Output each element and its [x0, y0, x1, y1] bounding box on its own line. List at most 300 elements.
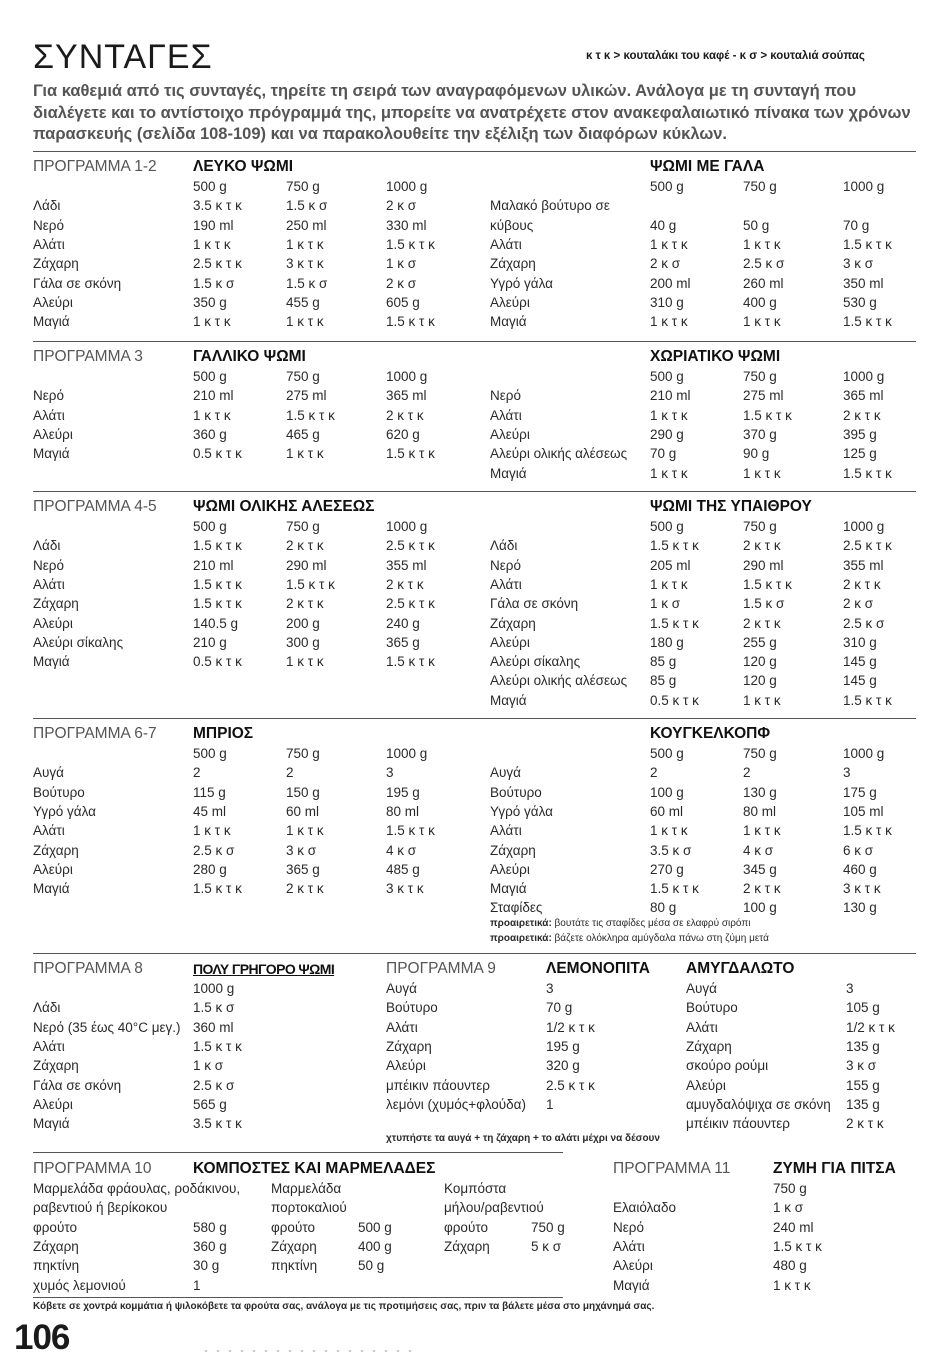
ingredient-amount: 750 g	[773, 1181, 807, 1196]
ingredient-name: Υγρό γάλα	[33, 803, 96, 819]
ingredient-amount: 2.5 κ τ κ	[843, 538, 892, 554]
ingredient-name: Αλάτι	[490, 236, 522, 252]
ingredient-amount: 1.5 κ τ κ	[386, 446, 435, 462]
ingredient-amount: 1/2 κ τ κ	[846, 1019, 895, 1035]
ingredient-amount: 1 κ τ κ	[650, 823, 688, 839]
recipe-title: ΖΥΜΗ ΓΙΑ ΠΙΤΣΑ	[773, 1160, 896, 1177]
ingredient-amount: 750 g	[286, 519, 320, 534]
ingredient-amount: 210 ml	[193, 557, 234, 573]
ingredient-amount: 1.5 κ τ κ	[193, 576, 242, 592]
ingredient-amount: 80 ml	[743, 803, 777, 819]
ingredient-amount: 105 ml	[843, 803, 884, 819]
ingredient-amount: 310 g	[650, 294, 684, 310]
ingredient-amount: 1.5 κ τ κ	[386, 314, 435, 330]
ingredient-name: Αλεύρι σίκαλης	[33, 634, 124, 650]
ingredient-amount: 2	[650, 765, 658, 781]
ingredient-amount: 0.5 κ τ κ	[193, 446, 242, 462]
ingredient-name: Ζάχαρη	[386, 1038, 432, 1054]
recipe-title: ΨΩΜΙ ΟΛΙΚΗΣ ΑΛΕΣΕΩΣ	[193, 498, 375, 515]
ingredient-amount: 0.5 κ τ κ	[650, 692, 699, 708]
ingredient-amount: 1 κ σ	[773, 1200, 804, 1216]
ingredient-amount: 1 κ τ κ	[650, 407, 688, 423]
ingredient-amount: 80 g	[650, 900, 677, 916]
footer-dots	[200, 1348, 420, 1354]
ingredient-name: Αλάτι	[386, 1019, 418, 1035]
ingredient-name: Αλάτι	[686, 1019, 718, 1035]
ingredient-amount: 270 g	[650, 861, 684, 877]
ingredient-amount: 1	[193, 1277, 201, 1293]
ingredient-amount: 130 g	[843, 900, 877, 916]
ingredient-amount: 2.5 κ σ	[843, 615, 885, 631]
program-heading: ΠΡΟΓΡΑΜΜΑ 6-7	[33, 725, 157, 742]
ingredient-name: Λάδι	[490, 538, 518, 554]
ingredient-amount: 6 κ σ	[843, 842, 874, 858]
ingredient-amount: 45 ml	[193, 803, 227, 819]
ingredient-amount: 200 g	[286, 615, 320, 631]
ingredient-amount: 1 κ σ	[386, 256, 417, 272]
ingredient-amount: 2 κ τ κ	[843, 407, 881, 423]
program-heading: ΠΡΟΓΡΑΜΜΑ 11	[613, 1160, 731, 1177]
ingredient-amount: 1000 g	[843, 746, 885, 761]
ingredient-amount: 130 g	[743, 784, 777, 800]
ingredient-amount: 1.5 κ τ κ	[193, 881, 242, 897]
ingredient-amount: 135 g	[846, 1096, 880, 1112]
ingredient-amount: 190 ml	[193, 217, 234, 233]
ingredient-amount: 100 g	[650, 784, 684, 800]
ingredient-amount: 2.5 κ τ κ	[193, 256, 242, 272]
recipe-title: ΛΕΥΚΟ ΨΩΜΙ	[193, 158, 294, 175]
ingredient-amount: 1.5 κ σ	[193, 1000, 235, 1016]
ingredient-amount: 370 g	[743, 426, 777, 442]
ingredient-amount: 145 g	[843, 673, 877, 689]
ingredient-name: Λάδι	[33, 538, 61, 554]
ingredient-name: Βούτυρο	[33, 784, 85, 800]
ingredient-name: Βούτυρο	[490, 784, 542, 800]
ingredient-amount: 290 ml	[743, 557, 784, 573]
ingredient-name: Μαγιά	[490, 314, 527, 330]
ingredient-name: Ζάχαρη	[490, 615, 536, 631]
ingredient-name: Νερό (35 έως 40°C μεγ.)	[33, 1019, 181, 1035]
ingredient-amount: 2 κ τ κ	[286, 881, 324, 897]
ingredient-amount: 3 κ τ κ	[843, 881, 881, 897]
ingredient-name: λεμόνι (χυμός+φλούδα)	[386, 1096, 526, 1112]
ingredient-amount: 1 κ τ κ	[286, 654, 324, 670]
recipe-title: ΠΟΛΥ ΓΡΗΓΟΡΟ ΨΩΜΙ	[193, 961, 335, 977]
ingredient-name: Νερό	[490, 557, 521, 573]
ingredient-amount: 195 g	[386, 784, 420, 800]
ingredient-amount: 1.5 κ τ κ	[743, 576, 792, 592]
ingredient-amount: 530 g	[843, 294, 877, 310]
ingredient-name: Αλάτι	[33, 236, 65, 252]
recipe-title: ΨΩΜΙ ΜΕ ΓΑΛΑ	[650, 158, 765, 175]
ingredient-name: πορτοκαλιού	[271, 1200, 347, 1216]
ingredient-amount: 140.5 g	[193, 615, 239, 631]
ingredient-amount: 290 ml	[286, 557, 327, 573]
ingredient-name: Σταφίδες	[490, 900, 543, 916]
recipe-note	[490, 933, 769, 944]
ingredient-amount: 205 ml	[650, 557, 691, 573]
ingredient-name: Αλάτι	[33, 576, 65, 592]
ingredient-name: Γάλα σε σκόνη	[33, 1077, 122, 1093]
ingredient-name: Ελαιόλαδο	[613, 1200, 676, 1216]
ingredient-amount: 200 ml	[650, 275, 691, 291]
page-title: ΣΥΝΤΑΓΕΣ	[33, 38, 213, 76]
ingredient-amount: 1 κ τ κ	[743, 465, 781, 481]
ingredient-amount: 2 κ τ κ	[386, 407, 424, 423]
ingredient-amount: 50 g	[358, 1258, 385, 1274]
ingredient-amount: 1000 g	[386, 519, 428, 534]
ingredient-amount: 30 g	[193, 1258, 220, 1274]
ingredient-amount: 620 g	[386, 426, 420, 442]
ingredient-name: Μαγιά	[490, 881, 527, 897]
ingredient-amount: 400 g	[743, 294, 777, 310]
ingredient-name: ραβεντιού ή βερίκοκου	[33, 1200, 168, 1216]
ingredient-amount: 1 κ τ κ	[743, 823, 781, 839]
ingredient-amount: 50 g	[743, 217, 770, 233]
ingredient-amount: 2 κ σ	[386, 198, 417, 214]
ingredient-name: Αλεύρι	[490, 426, 530, 442]
ingredient-name: Ζάχαρη	[271, 1238, 317, 1254]
ingredient-amount: 1.5 κ τ κ	[193, 596, 242, 612]
ingredient-name: Ζάχαρη	[444, 1238, 490, 1254]
rule-program-10-bottom	[33, 1297, 563, 1298]
ingredient-name: Νερό	[613, 1219, 644, 1235]
ingredient-amount: 365 g	[386, 634, 420, 650]
ingredient-name: Μαγιά	[33, 446, 70, 462]
recipe-title: ΚΟΜΠΟΣΤΕΣ ΚΑΙ ΜΑΡΜΕΛΑΔΕΣ	[193, 1160, 436, 1177]
ingredient-name: Αλεύρι σίκαλης	[490, 654, 581, 670]
ingredient-amount: 345 g	[743, 861, 777, 877]
ingredient-amount: 2 κ τ κ	[846, 1116, 884, 1132]
ingredient-name: Αλεύρι	[613, 1258, 653, 1274]
ingredient-amount: 125 g	[843, 446, 877, 462]
ingredient-name: Ζάχαρη	[490, 256, 536, 272]
ingredient-name: Νερό	[33, 217, 64, 233]
ingredient-amount: 145 g	[843, 654, 877, 670]
ingredient-name: Υγρό γάλα	[490, 275, 553, 291]
ingredient-amount: 400 g	[358, 1238, 392, 1254]
ingredient-amount: 320 g	[546, 1058, 580, 1074]
ingredient-name: Ζάχαρη	[490, 842, 536, 858]
ingredient-amount: 1.5 κ τ κ	[843, 236, 892, 252]
ingredient-amount: 360 g	[193, 1238, 227, 1254]
ingredient-amount: 500 g	[193, 746, 227, 761]
ingredient-amount: 365 ml	[843, 388, 884, 404]
ingredient-amount: 1.5 κ τ κ	[843, 465, 892, 481]
ingredient-amount: 2 κ σ	[843, 596, 874, 612]
ingredient-amount: 465 g	[286, 426, 320, 442]
ingredient-amount: 1 κ τ κ	[743, 314, 781, 330]
ingredient-amount: 2.5 κ σ	[743, 256, 785, 272]
ingredient-name: Μαγιά	[33, 881, 70, 897]
ingredient-amount: 1.5 κ τ κ	[743, 407, 792, 423]
program-heading: ΠΡΟΓΡΑΜΜΑ 9	[386, 960, 496, 977]
ingredient-name: Αλεύρι	[33, 1096, 73, 1112]
ingredient-amount: 500 g	[650, 369, 684, 384]
ingredient-amount: 1000 g	[386, 179, 428, 194]
ingredient-amount: 1.5 κ τ κ	[843, 823, 892, 839]
ingredient-name: Ζάχαρη	[33, 842, 79, 858]
ingredient-amount: 1 κ τ κ	[650, 314, 688, 330]
ingredient-name: Νερό	[490, 388, 521, 404]
ingredient-amount: 1 κ τ κ	[193, 314, 231, 330]
ingredient-amount: 1 κ τ κ	[193, 236, 231, 252]
ingredient-name: Ζάχαρη	[686, 1038, 732, 1054]
ingredient-amount: 2 κ τ κ	[386, 576, 424, 592]
ingredient-name: χυμός λεμονιού	[33, 1277, 126, 1293]
ingredient-amount: 1.5 κ τ κ	[386, 236, 435, 252]
ingredient-amount: 2 κ τ κ	[743, 615, 781, 631]
ingredient-amount: 1.5 κ τ κ	[773, 1238, 822, 1254]
ingredient-amount: 0.5 κ τ κ	[193, 654, 242, 670]
ingredient-amount: 1.5 κ τ κ	[286, 407, 335, 423]
ingredient-amount: 565 g	[193, 1096, 227, 1112]
ingredient-name: Ζάχαρη	[33, 256, 79, 272]
ingredient-amount: 150 g	[286, 784, 320, 800]
ingredient-amount: 1 κ τ κ	[286, 236, 324, 252]
ingredient-amount: 3.5 κ τ κ	[193, 1116, 242, 1132]
rule-before-program-4-5	[33, 491, 916, 492]
ingredient-amount: 3 κ σ	[843, 256, 874, 272]
ingredient-amount: 290 g	[650, 426, 684, 442]
ingredient-amount: 2.5 κ τ κ	[546, 1077, 595, 1093]
ingredient-amount: 750 g	[286, 746, 320, 761]
rule-before-program-6-7	[33, 718, 916, 719]
ingredient-amount: 115 g	[193, 784, 226, 800]
ingredient-amount: 85 g	[650, 654, 677, 670]
recipe-title: ΚΟΥΓΚΕΛΚΟΠΦ	[650, 725, 771, 742]
note-text: βουτάτε τις σταφίδες μέσα σε ελαφρύ σιρόπι	[551, 918, 751, 929]
ingredient-amount: 80 ml	[386, 803, 420, 819]
ingredient-name: Αλεύρι	[33, 294, 73, 310]
ingredient-amount: 3	[843, 765, 851, 781]
ingredient-name: μπέικιν πάουντερ	[386, 1077, 490, 1093]
note-label: προαιρετικά:	[490, 918, 552, 929]
ingredient-name: Αυγά	[33, 765, 64, 781]
ingredient-amount: 480 g	[773, 1258, 807, 1274]
ingredient-amount: 1.5 κ τ κ	[386, 823, 435, 839]
ingredient-name: Κομπόστα	[444, 1181, 507, 1196]
ingredient-amount: 3.5 κ τ κ	[193, 198, 242, 214]
ingredient-amount: 1.5 κ σ	[286, 275, 328, 291]
ingredient-amount: 250 ml	[286, 217, 327, 233]
ingredient-amount: 750 g	[286, 179, 320, 194]
ingredient-amount: 1	[546, 1096, 554, 1112]
ingredient-amount: 2	[743, 765, 751, 781]
ingredient-amount: 240 ml	[773, 1219, 814, 1235]
ingredient-amount: 750 g	[743, 369, 777, 384]
ingredient-amount: 1/2 κ τ κ	[546, 1019, 595, 1035]
ingredient-name: Μαλακό βούτυρο σε	[490, 198, 610, 214]
ingredient-name: Αλάτι	[33, 823, 65, 839]
page-number: 106	[14, 1318, 70, 1357]
ingredient-name: Ζάχαρη	[33, 596, 79, 612]
note-text: βάζετε ολόκληρα αμύγδαλα πάνω στη ζύμη μετά	[551, 933, 769, 944]
ingredient-name: κύβους	[490, 217, 534, 233]
ingredient-amount: 310 g	[843, 634, 877, 650]
ingredient-amount: 485 g	[386, 861, 420, 877]
ingredient-amount: 1 κ τ κ	[773, 1277, 811, 1293]
ingredient-name: Μαγιά	[490, 692, 527, 708]
ingredient-name: Λάδι	[33, 198, 61, 214]
recipe-note	[490, 918, 750, 929]
ingredient-name: Βούτυρο	[686, 1000, 738, 1016]
ingredient-amount: 2 κ τ κ	[743, 538, 781, 554]
ingredient-amount: 275 ml	[743, 388, 784, 404]
ingredient-amount: 1 κ τ κ	[193, 823, 231, 839]
ingredient-amount: 355 ml	[843, 557, 884, 573]
ingredient-name: πηκτίνη	[271, 1258, 318, 1274]
ingredient-amount: 4 κ σ	[386, 842, 417, 858]
ingredient-amount: 2	[286, 765, 294, 781]
ingredient-amount: 2.5 κ τ κ	[386, 596, 435, 612]
ingredient-amount: 135 g	[846, 1038, 880, 1054]
ingredient-name: Αλάτι	[613, 1238, 645, 1254]
ingredient-amount: 1000 g	[386, 369, 428, 384]
ingredient-amount: 1.5 κ τ κ	[386, 654, 435, 670]
ingredient-amount: 1000 g	[193, 981, 235, 996]
recipe-title: ΜΠΡΙΟΣ	[193, 725, 254, 742]
ingredient-amount: 500 g	[650, 746, 684, 761]
ingredient-amount: 350 g	[193, 294, 227, 310]
ingredient-amount: 1000 g	[386, 746, 428, 761]
ingredient-amount: 85 g	[650, 673, 677, 689]
ingredient-amount: 100 g	[743, 900, 777, 916]
ingredient-amount: 1.5 κ τ κ	[650, 615, 699, 631]
ingredient-amount: 1.5 κ τ κ	[286, 576, 335, 592]
program-heading: ΠΡΟΓΡΑΜΜΑ 3	[33, 348, 143, 365]
ingredient-amount: 500 g	[650, 179, 684, 194]
ingredient-name: Υγρό γάλα	[490, 803, 553, 819]
ingredient-name: Γάλα σε σκόνη	[490, 596, 579, 612]
measure-legend: κ τ κ > κουταλάκι του καφέ - κ σ > κουταλιά σούπας	[586, 50, 865, 62]
ingredient-amount: 1.5 κ τ κ	[843, 692, 892, 708]
ingredient-name: Αλάτι	[490, 823, 522, 839]
ingredient-amount: 180 g	[650, 634, 684, 650]
ingredient-name: φρούτο	[444, 1219, 488, 1235]
ingredient-amount: 1 κ σ	[193, 1058, 224, 1074]
ingredient-amount: 300 g	[286, 634, 320, 650]
ingredient-name: Μαρμελάδα	[271, 1181, 342, 1196]
ingredient-amount: 1.5 κ τ κ	[193, 538, 242, 554]
ingredient-amount: 3 κ σ	[846, 1058, 877, 1074]
ingredient-amount: 750 g	[286, 369, 320, 384]
ingredient-name: Μαγιά	[33, 1116, 70, 1132]
ingredient-amount: 3	[386, 765, 394, 781]
ingredient-amount: 1000 g	[843, 179, 885, 194]
ingredient-amount: 70 g	[546, 1000, 573, 1016]
ingredient-amount: 3 κ σ	[286, 842, 317, 858]
rule-before-program-10	[33, 1152, 563, 1153]
ingredient-amount: 60 ml	[286, 803, 320, 819]
ingredient-name: σκούρο ρούμι	[686, 1058, 769, 1074]
ingredient-amount: 365 g	[286, 861, 320, 877]
ingredient-amount: 2 κ τ κ	[286, 538, 324, 554]
ingredient-name: Αλεύρι ολικής αλέσεως	[490, 673, 628, 689]
ingredient-name: Αλάτι	[33, 407, 65, 423]
ingredient-name: Αλεύρι	[386, 1058, 426, 1074]
note-label: προαιρετικά:	[490, 933, 552, 944]
ingredient-amount: 1000 g	[843, 369, 885, 384]
ingredient-name: Μαγιά	[490, 465, 527, 481]
ingredient-amount: 750 g	[743, 519, 777, 534]
ingredient-name: Λάδι	[33, 1000, 61, 1016]
ingredient-amount: 2 κ σ	[386, 275, 417, 291]
ingredient-amount: 500 g	[193, 179, 227, 194]
rule-before-program-3	[33, 341, 916, 342]
ingredient-amount: 2	[193, 765, 201, 781]
ingredient-amount: 210 g	[193, 634, 227, 650]
program-heading: ΠΡΟΓΡΑΜΜΑ 8	[33, 960, 143, 977]
ingredient-amount: 1 κ τ κ	[743, 692, 781, 708]
ingredient-amount: 90 g	[743, 446, 770, 462]
ingredient-amount: 1.5 κ τ κ	[650, 881, 699, 897]
ingredient-amount: 1 κ τ κ	[650, 576, 688, 592]
ingredient-amount: 750 g	[743, 746, 777, 761]
ingredient-name: Αλεύρι ολικής αλέσεως	[490, 446, 628, 462]
ingredient-name: μπέικιν πάουντερ	[686, 1116, 790, 1132]
ingredient-amount: 750 g	[531, 1219, 565, 1235]
ingredient-amount: 3 κ τ κ	[286, 256, 324, 272]
ingredient-name: Αλάτι	[490, 576, 522, 592]
ingredient-name: πηκτίνη	[33, 1258, 80, 1274]
ingredient-amount: 1.5 κ σ	[286, 198, 328, 214]
ingredient-amount: 3 κ τ κ	[386, 881, 424, 897]
ingredient-amount: 5 κ σ	[531, 1238, 562, 1254]
ingredient-amount: 1.5 κ σ	[743, 596, 785, 612]
recipe-note: Κόβετε σε χοντρά κομμάτια ή ψιλοκόβετε τα φρούτα σας, ανάλογα με τις προτιμήσεις σας, πριν τα βάλετε μέσα στο μηχάνημά σας.	[33, 1301, 655, 1312]
ingredient-name: Αλεύρι	[490, 294, 530, 310]
ingredient-amount: 500 g	[193, 519, 227, 534]
ingredient-amount: 4 κ σ	[743, 842, 774, 858]
ingredient-amount: 240 g	[386, 615, 420, 631]
ingredient-amount: 500 g	[358, 1219, 392, 1235]
ingredient-amount: 2.5 κ σ	[193, 842, 235, 858]
ingredient-name: Νερό	[33, 557, 64, 573]
rule-before-program-1-2	[33, 151, 916, 152]
ingredient-amount: 155 g	[846, 1077, 880, 1093]
recipe-title: ΧΩΡΙΑΤΙΚΟ ΨΩΜΙ	[650, 348, 781, 365]
ingredient-amount: 2 κ σ	[650, 256, 681, 272]
ingredient-amount: 1 κ σ	[650, 596, 681, 612]
ingredient-amount: 1 κ τ κ	[743, 236, 781, 252]
ingredient-amount: 70 g	[650, 446, 677, 462]
program-heading: ΠΡΟΓΡΑΜΜΑ 1-2	[33, 158, 157, 175]
ingredient-amount: 1.5 κ τ κ	[650, 538, 699, 554]
ingredient-name: Αυγά	[686, 981, 717, 996]
recipe-title: ΓΑΛΛΙΚΟ ΨΩΜΙ	[193, 348, 306, 365]
ingredient-amount: 2 κ τ κ	[743, 881, 781, 897]
rule-before-program-8-9	[33, 953, 916, 954]
ingredient-amount: 2.5 κ σ	[193, 1077, 235, 1093]
ingredient-amount: 605 g	[386, 294, 420, 310]
ingredient-amount: 2 κ τ κ	[286, 596, 324, 612]
ingredient-name: Ζάχαρη	[33, 1238, 79, 1254]
recipe-title: ΨΩΜΙ ΤΗΣ ΥΠΑΙΘΡΟΥ	[650, 498, 812, 515]
ingredient-amount: 1 κ τ κ	[286, 446, 324, 462]
ingredient-name: Αλεύρι	[490, 634, 530, 650]
ingredient-amount: 1 κ τ κ	[650, 236, 688, 252]
recipe-note: χτυπήστε τα αυγά + τη ζάχαρη + το αλάτι μέχρι να δέσουν	[386, 1133, 660, 1144]
ingredient-amount: 1000 g	[843, 519, 885, 534]
ingredient-name: φρούτο	[33, 1219, 77, 1235]
ingredient-amount: 360 g	[193, 426, 227, 442]
ingredient-name: Βούτυρο	[386, 1000, 438, 1016]
ingredient-amount: 1 κ τ κ	[286, 823, 324, 839]
ingredient-name: Μαγιά	[33, 654, 70, 670]
ingredient-amount: 500 g	[193, 369, 227, 384]
ingredient-amount: 40 g	[650, 217, 677, 233]
